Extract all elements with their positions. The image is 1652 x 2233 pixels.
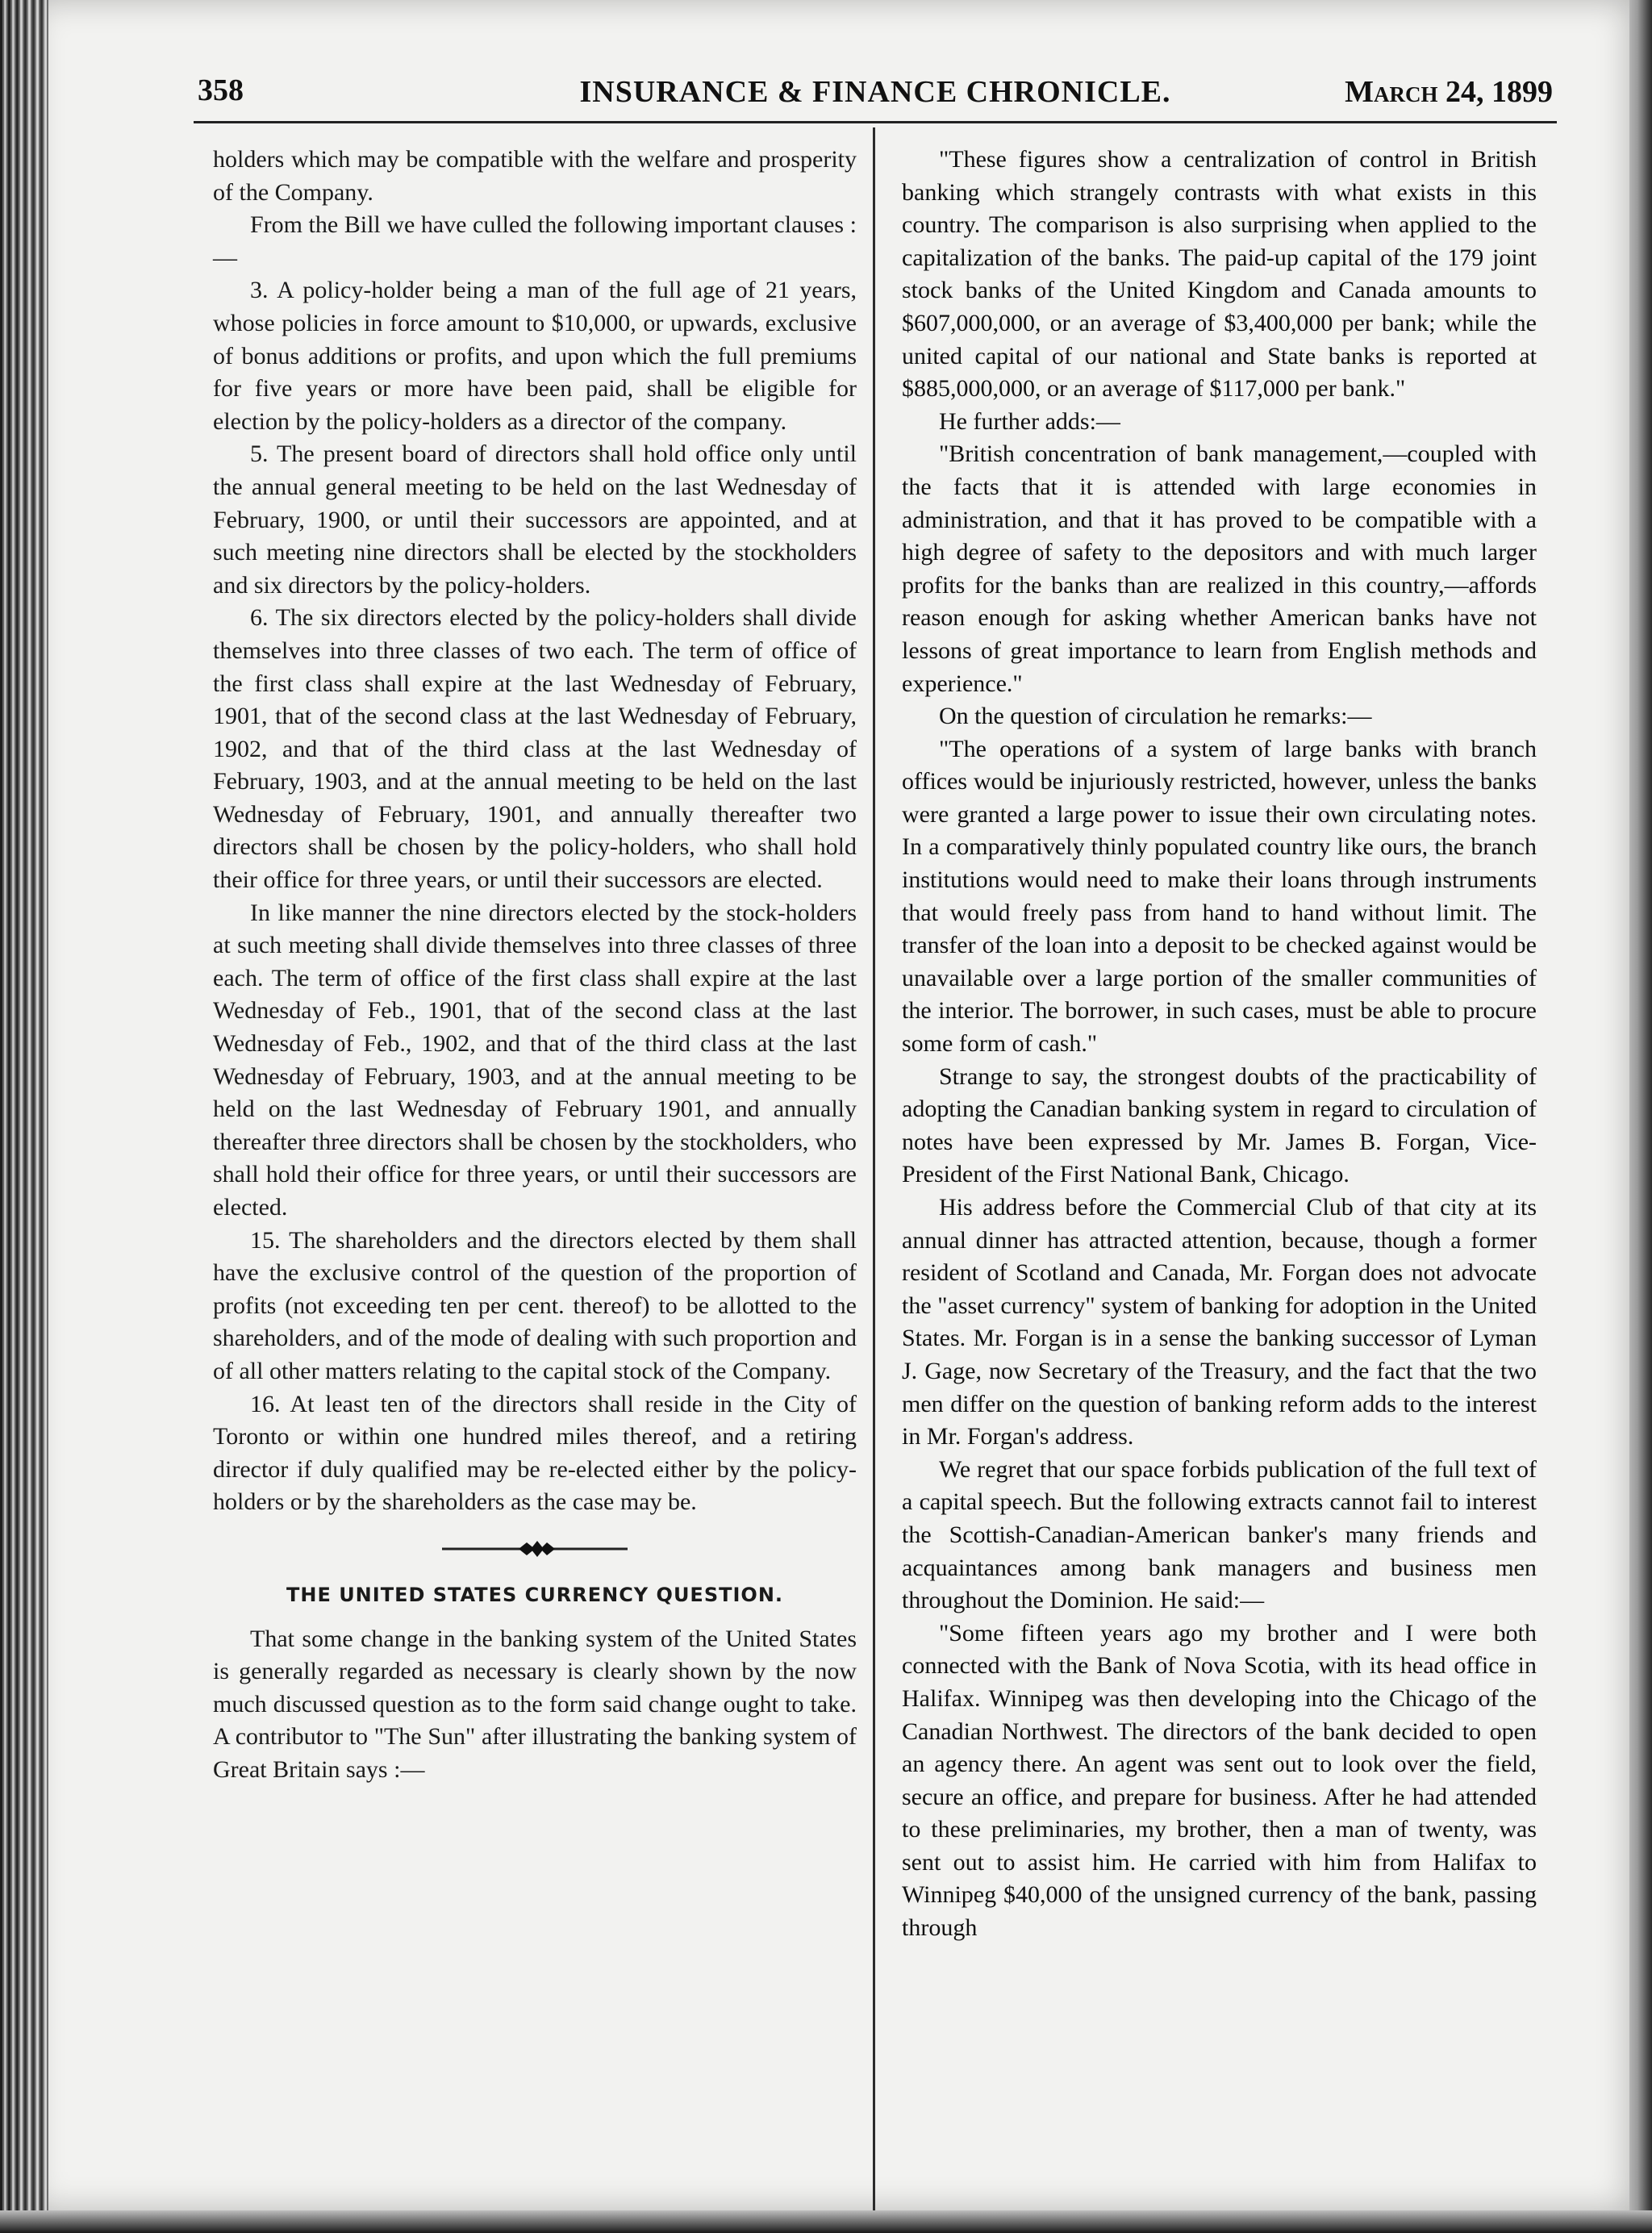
paragraph: From the Bill we have culled the following important clauses :—	[213, 211, 857, 271]
paragraph: In like manner the nine directors elected by the stock-holders at such meeting shall divide themselves into three classes of three each. The term of office of the first class shall expire at the last Wednesday of Feb., 1901, that of the second class at the last Wednesday of Feb., 1902, and that of the third class at the last Wednesday of February, 1903, and at the annual meeting to be held on the last Wednesday of February 1901, and annually thereafter three directors shall be chosen by the stockholders, who shall hold their office for three years, or until their successors are elected.	[213, 899, 857, 1221]
right-column	[902, 144, 1537, 1945]
paragraph: That some change in the banking system of the United States is generally regarded as necessary is clearly shown by the now much discussed question as to the form said change ought to take. A contributor to "The Sun" after illustrating the banking system of Great Britain says :—	[213, 1625, 857, 1783]
journal-title: INSURANCE & FINANCE CHRONICLE.	[579, 75, 1171, 109]
book-binding-edge	[0, 0, 48, 2233]
paragraph: On the question of circulation he remarks:—	[939, 703, 1372, 730]
section-ornament	[213, 1519, 857, 1579]
paragraph: He further adds:—	[939, 407, 1120, 435]
clause-16: 16. At least ten of the directors shall reside in the City of Toronto or within one hundred miles thereof, and a retiring director if duly qualified may be re-elected either by the policy-holders or by the shareholders as the case may be.	[213, 1390, 857, 1516]
ornament-rule-icon	[442, 1537, 628, 1561]
quote-paragraph: "The operations of a system of large banks with branch offices would be injuriously restricted, however, unless the banks were granted a large power to issue their own circulating notes. In a comparatively thinly populated country like ours, the branch institutions would need to make their loans through instruments that would freely pass from hand to hand without limit. The transfer of the loan into a deposit to be checked against would be unavailable over a large portion of the smaller communities of the interior. The borrower, in such cases, must be able to procure some form of cash."	[902, 735, 1537, 1058]
column-divider	[873, 127, 875, 2217]
header-rule	[194, 121, 1557, 123]
paragraph: holders which may be compatible with the welfare and prosperity of the Company.	[213, 146, 857, 206]
page-header	[198, 65, 1553, 121]
page-number: 358	[198, 73, 244, 107]
scan-bottom-edge	[0, 2210, 1652, 2233]
quote-paragraph: "British concentration of bank management,—coupled with the facts that it is attended with large economies in administration, and that it has proved to be compatible with a high degree of safety to the depositors and with much larger profits for the banks than are realized in this country,—affords reason enough for asking whether American banks have not lessons of great importance to learn from English methods and experience."	[902, 440, 1537, 697]
quote-paragraph: "These figures show a centralization of control in British banking which strangely contrasts with what exists in this country. The comparison is also surprising when applied to the capitalization of the banks. The paid-up capital of the 179 joint stock banks of the United Kingdom and Canada amounts to $607,000,000, or an average of $3,400,000 per bank; while the united capital of our national and State banks is reported at $885,000,000, or an average of $117,000 per bank."	[902, 146, 1537, 403]
section-heading: THE UNITED STATES CURRENCY QUESTION.	[286, 1583, 784, 1606]
left-column	[213, 144, 857, 1787]
paragraph: His address before the Commercial Club of that city at its annual dinner has attracted attention, because, though a former resident of Scotland and Canada, Mr. Forgan does not advocate the "asset currency" system of banking for adoption in the United States. Mr. Forgan is in a sense the banking successor of Lyman J. Gage, now Secretary of the Treasury, and the fact that the two men differ on the question of banking reform adds to the interest in Mr. Forgan's address.	[902, 1194, 1537, 1450]
clause-5: 5. The present board of directors shall hold office only until the annual general meeting to be held on the last Wednesday of February, 1900, or until their successors are appointed, and at such meeting nine directors shall be elected by the stockholders and six directors by the policy-holders.	[213, 440, 857, 599]
clause-6: 6. The six directors elected by the policy-holders shall divide themselves into three classes of two each. The term of office of the first class shall expire at the last Wednesday of February, 1901, that of the second class at the last Wednesday of February, 1902, and that of the third class at the last Wednesday of February, 1903, and at the annual meeting to be held on the last Wednesday of February, 1901, and annually thereafter two directors shall be chosen by the policy-holders, who shall hold their office for three years, or until their successors are elected.	[213, 604, 857, 894]
clause-3: 3. A policy-holder being a man of the full age of 21 years, whose policies in force amount to $10,000, or upwards, exclusive of bonus additions or profits, and upon which the full premiums for five years or more have been paid, shall be eligible for election by the policy-holders as a director of the company.	[213, 277, 857, 435]
quote-paragraph: "Some fifteen years ago my brother and I were both connected with the Bank of Nova Scotia, with its head office in Halifax. Winnipeg was then developing into the Chicago of the Canadian Northwest. The directors of the bank decided to open an agency there. An agent was sent out to look over the field, secure an office, and prepare for business. After he had attended to these preliminaries, my brother, then a man of twenty, was sent out to assist him. He carried with him from Halifax to Winnipeg $40,000 of the unsigned currency of the bank, passing through	[902, 1619, 1537, 1942]
paragraph: Strange to say, the strongest doubts of the practicability of adopting the Canadian banking system in regard to circulation of notes have been expressed by Mr. James B. Forgan, Vice-President of the First National Bank, Chicago.	[902, 1062, 1537, 1188]
issue-date: March 24, 1899	[1345, 75, 1553, 109]
paragraph: We regret that our space forbids publication of the full text of a capital speech. But the following extracts cannot fail to interest the Scottish-Canadian-American banker's many friends and acquaintances among bank managers and business men throughout the Dominion. He said:—	[902, 1455, 1537, 1614]
clause-15: 15. The shareholders and the directors elected by them shall have the exclusive control of the question of the proportion of profits (not exceeding ten per cent. thereof) to be allotted to the shareholders, and of the mode of dealing with such proportion and of all other matters relating to the capital stock of the Company.	[213, 1226, 857, 1384]
